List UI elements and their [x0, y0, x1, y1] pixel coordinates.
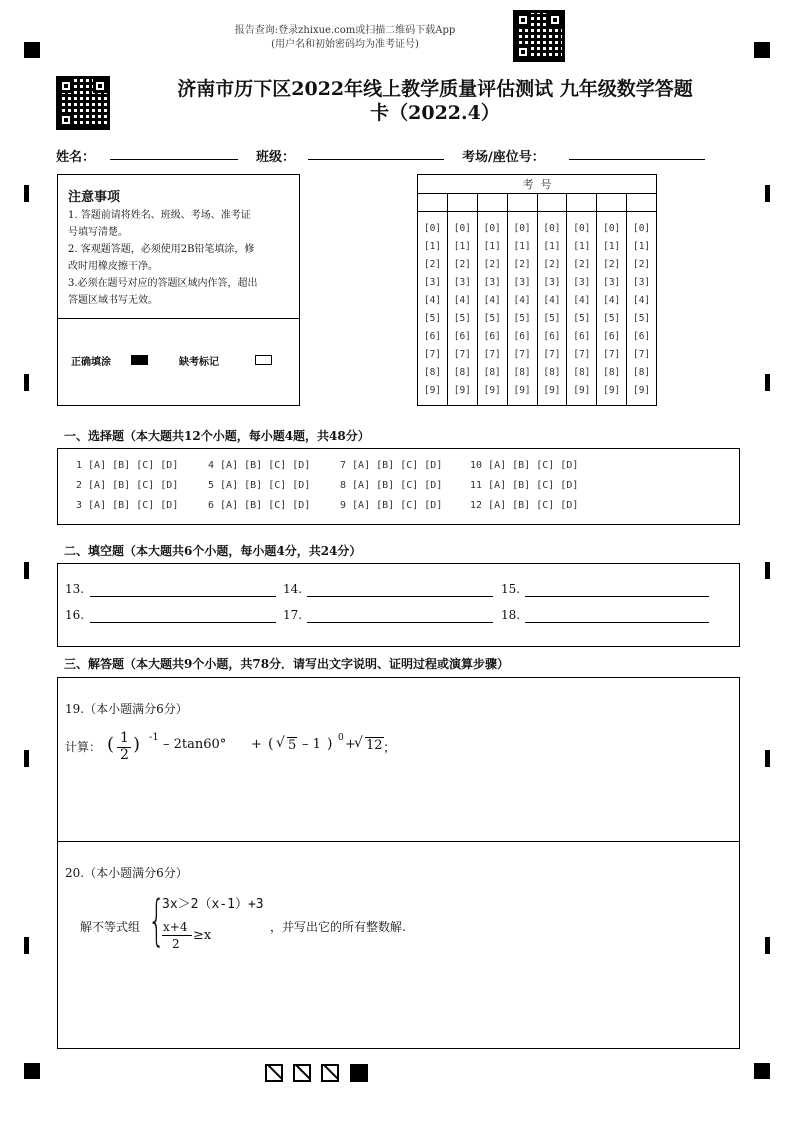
- corner-mark-bottom-right: [754, 1063, 770, 1079]
- notice-item: 2. 客观题答题，必须使用2B铅笔填涂，修: [68, 244, 255, 255]
- side-mark: [24, 185, 29, 202]
- exam-number-title: 考 号: [522, 178, 552, 191]
- corner-mark-bottom-left: [24, 1063, 40, 1079]
- notice-item: 答题区域书写无效。: [68, 295, 158, 306]
- q19-rparen2: ): [327, 736, 333, 752]
- exam-digit-bubble[interactable]: [2]: [543, 259, 561, 270]
- page-mark-box-filled: [350, 1064, 368, 1082]
- fill-line-18[interactable]: [525, 622, 709, 623]
- exam-number-column: [597, 193, 627, 405]
- correct-fill-sample: [131, 355, 148, 365]
- notice-divider: [58, 318, 299, 319]
- exam-digit-bubble[interactable]: [5]: [632, 313, 651, 324]
- fill-line-17[interactable]: [307, 622, 493, 623]
- q19-sqrt-sign: √: [276, 735, 285, 751]
- exam-digit-bubble[interactable]: [1]: [483, 241, 501, 252]
- exam-number-column: [567, 193, 597, 405]
- notice-item: 改时用橡皮擦干净。: [68, 261, 158, 272]
- corner-mark-top-left: [24, 42, 40, 58]
- exam-digit-bubble[interactable]: [4]: [483, 295, 501, 306]
- exam-digit-bubble[interactable]: [9]: [453, 385, 471, 396]
- exam-digit-bubble[interactable]: [7]: [603, 349, 621, 360]
- exam-digit-bubble[interactable]: [7]: [573, 349, 591, 360]
- q19-rparen: ): [133, 734, 141, 755]
- fill-item-17: 17.: [283, 608, 303, 622]
- q19-title: 19.（本小题满分6分）: [65, 702, 188, 716]
- qr-code-top: [513, 10, 565, 62]
- exam-digit-bubble[interactable]: [2]: [603, 259, 621, 270]
- exam-number-column: [627, 193, 656, 405]
- page-mark-box: [293, 1064, 311, 1082]
- exam-digit-bubble[interactable]: [8]: [603, 367, 621, 378]
- exam-digit-bubble[interactable]: [9]: [513, 385, 531, 396]
- section1-title: 一、选择题（本大题共12个小题，每小题4题，共48分）: [64, 429, 370, 443]
- q19-plus2: +: [345, 737, 356, 752]
- exam-digit-bubble[interactable]: [4]: [573, 295, 591, 306]
- correct-fill-label: 正确填涂: [71, 357, 111, 368]
- exam-digit-bubble[interactable]: [9]: [603, 385, 621, 396]
- page-mark-box: [265, 1064, 283, 1082]
- q19-prefix: 计算：: [65, 740, 102, 754]
- side-mark: [24, 562, 29, 579]
- exam-digit-bubble[interactable]: [9]: [632, 385, 651, 396]
- exam-digit-bubble[interactable]: [7]: [543, 349, 561, 360]
- side-mark: [24, 750, 29, 767]
- fill-item-15: 15.: [501, 582, 521, 596]
- room-seat-label: 考场/座位号：: [462, 150, 545, 165]
- q20-frac-num: x+4: [163, 920, 188, 934]
- exam-digit-bubble[interactable]: [3]: [513, 277, 531, 288]
- q19-divider: [58, 841, 739, 842]
- notice-title: 注意事项: [68, 190, 121, 205]
- corner-mark-top-right: [754, 42, 770, 58]
- exam-digit-bubble[interactable]: [5]: [603, 313, 621, 324]
- exam-digit-bubble[interactable]: [6]: [603, 331, 621, 342]
- exam-digit-bubble[interactable]: [9]: [483, 385, 501, 396]
- exam-digit-bubble[interactable]: [3]: [603, 277, 621, 288]
- fill-line-16[interactable]: [90, 622, 276, 623]
- exam-digit-bubble[interactable]: [5]: [573, 313, 591, 324]
- fill-line-13[interactable]: [90, 596, 276, 597]
- exam-digit-bubble[interactable]: [0]: [632, 223, 651, 234]
- exam-digit-bubble[interactable]: [7]: [453, 349, 471, 360]
- exam-digit-bubble[interactable]: [8]: [483, 367, 501, 378]
- q19-end: ；: [383, 741, 397, 756]
- exam-digit-bubble[interactable]: [8]: [423, 367, 442, 378]
- exam-digit-bubble[interactable]: [7]: [483, 349, 501, 360]
- exam-digit-bubble[interactable]: [2]: [573, 259, 591, 270]
- exam-digit-bubble[interactable]: [7]: [632, 349, 651, 360]
- exam-number-column: [418, 193, 448, 405]
- fill-item-18: 18.: [501, 608, 521, 622]
- exam-digit-bubble[interactable]: [0]: [603, 223, 621, 234]
- page-mark-box: [321, 1064, 339, 1082]
- choice-question[interactable]: 6 [A] [B] [C] [D]: [208, 500, 311, 511]
- choice-question[interactable]: 9 [A] [B] [C] [D]: [340, 500, 443, 511]
- choice-question[interactable]: 5 [A] [B] [C] [D]: [208, 480, 311, 491]
- q20-frac-bar: [162, 935, 192, 936]
- exam-digit-bubble[interactable]: [5]: [483, 313, 501, 324]
- exam-number-column: [508, 193, 538, 405]
- exam-digit-bubble[interactable]: [6]: [573, 331, 591, 342]
- exam-digit-bubble[interactable]: [3]: [423, 277, 442, 288]
- title-line1: 济南市历下区2022年线上教学质量评估测试 九年级数学答题: [177, 78, 693, 100]
- q20-brace: {: [148, 889, 166, 952]
- exam-digit-bubble[interactable]: [0]: [483, 223, 501, 234]
- q19-plus1: +: [251, 737, 262, 752]
- page-title: [115, 77, 755, 125]
- exam-digit-bubble[interactable]: [2]: [513, 259, 531, 270]
- side-mark: [24, 374, 29, 391]
- exam-digit-bubble[interactable]: [5]: [453, 313, 471, 324]
- exam-digit-bubble[interactable]: [4]: [423, 295, 442, 306]
- exam-digit-bubble[interactable]: [9]: [423, 385, 442, 396]
- exam-digit-bubble[interactable]: [9]: [573, 385, 591, 396]
- fill-item-13: 13.: [65, 582, 85, 596]
- exam-digit-bubble[interactable]: [3]: [543, 277, 561, 288]
- exam-number-column: [538, 193, 568, 405]
- exam-digit-bubble[interactable]: [0]: [453, 223, 471, 234]
- exam-digit-bubble[interactable]: [1]: [632, 241, 651, 252]
- header-note-line1: 报告查询:登录zhixue.com或扫描二维码下载App: [234, 25, 456, 36]
- choice-question[interactable]: 3 [A] [B] [C] [D]: [76, 500, 179, 511]
- choice-question[interactable]: 10 [A] [B] [C] [D]: [470, 460, 579, 471]
- exam-digit-bubble[interactable]: [4]: [632, 295, 651, 306]
- q20-frac-den: 2: [172, 937, 180, 951]
- q19-term2: – 2tan60°: [163, 737, 227, 752]
- fill-item-16: 16.: [65, 608, 85, 622]
- exam-digit-bubble[interactable]: [8]: [453, 367, 471, 378]
- exam-digit-bubble[interactable]: [9]: [543, 385, 561, 396]
- q19-exp0: 0: [338, 733, 344, 743]
- q19-exp: -1: [149, 732, 159, 743]
- qr-code-left: [56, 76, 110, 130]
- notice-item: 1. 答题前请将姓名、班级、考场、准考证: [68, 210, 251, 221]
- exam-digit-bubble[interactable]: [1]: [573, 241, 591, 252]
- header-note: [200, 24, 490, 52]
- q19-lparen2: (: [268, 736, 274, 752]
- exam-digit-bubble[interactable]: [3]: [573, 277, 591, 288]
- exam-digit-bubble[interactable]: [0]: [423, 223, 442, 234]
- notice-box: [57, 174, 300, 406]
- absent-mark-label: 缺考标记: [179, 357, 219, 368]
- exam-number-column: [448, 193, 478, 405]
- exam-digit-bubble[interactable]: [6]: [483, 331, 501, 342]
- exam-digit-bubble[interactable]: [8]: [632, 367, 651, 378]
- exam-digit-bubble[interactable]: [2]: [423, 259, 442, 270]
- q19-frac-num: 1: [120, 730, 129, 746]
- choice-box: [57, 448, 740, 525]
- side-mark: [24, 937, 29, 954]
- room-seat-field[interactable]: [569, 146, 705, 160]
- exam-digit-bubble[interactable]: [4]: [543, 295, 561, 306]
- side-mark: [765, 374, 770, 391]
- choice-question[interactable]: 12 [A] [B] [C] [D]: [470, 500, 579, 511]
- fill-line-15[interactable]: [525, 596, 709, 597]
- exam-digit-bubble[interactable]: [6]: [632, 331, 651, 342]
- exam-digit-bubble[interactable]: [3]: [632, 277, 651, 288]
- exam-digit-bubble[interactable]: [5]: [423, 313, 442, 324]
- notice-item: 3.必须在题号对应的答题区域内作答，超出: [68, 278, 258, 289]
- exam-digit-bubble[interactable]: [8]: [543, 367, 561, 378]
- q19-frac-den: 2: [120, 747, 129, 763]
- title-line2: 卡（2022.4）: [370, 102, 500, 124]
- exam-digit-bubble[interactable]: [5]: [543, 313, 561, 324]
- exam-digit-bubble[interactable]: [3]: [483, 277, 501, 288]
- q20-problem: [80, 890, 500, 960]
- choice-question[interactable]: 1 [A] [B] [C] [D]: [76, 460, 179, 471]
- q20-prefix: 解不等式组: [80, 920, 141, 934]
- header-note-line2: (用户名和初始密码均为准考证号): [271, 39, 419, 50]
- section3-title: 三、解答题（本大题共9个小题，共78分．请写出文字说明、证明过程或演算步骤）: [64, 657, 510, 671]
- exam-digit-bubble[interactable]: [2]: [453, 259, 471, 270]
- name-label: 姓名：: [56, 150, 96, 165]
- exam-digit-bubble[interactable]: [6]: [453, 331, 471, 342]
- choice-question[interactable]: 8 [A] [B] [C] [D]: [340, 480, 443, 491]
- exam-digit-bubble[interactable]: [2]: [632, 259, 651, 270]
- fill-box: [57, 563, 740, 647]
- side-mark: [765, 750, 770, 767]
- q19-sqrt-sign2: √: [354, 735, 363, 751]
- exam-digit-bubble[interactable]: [3]: [453, 277, 471, 288]
- notice-items: [68, 207, 293, 309]
- exam-number-column: [478, 193, 508, 405]
- choice-question[interactable]: 7 [A] [B] [C] [D]: [340, 460, 443, 471]
- name-field[interactable]: [110, 146, 238, 160]
- q20-ineq1: 3x＞2（x-1）+3: [162, 897, 264, 912]
- side-mark: [765, 562, 770, 579]
- exam-digit-bubble[interactable]: [8]: [513, 367, 531, 378]
- exam-digit-bubble[interactable]: [7]: [423, 349, 442, 360]
- exam-digit-bubble[interactable]: [1]: [453, 241, 471, 252]
- exam-digit-bubble[interactable]: [6]: [423, 331, 442, 342]
- q19-minus1: – 1: [302, 737, 321, 752]
- answer-box: [57, 677, 740, 1049]
- choice-question[interactable]: 2 [A] [B] [C] [D]: [76, 480, 179, 491]
- exam-digit-bubble[interactable]: [8]: [573, 367, 591, 378]
- exam-digit-bubble[interactable]: [1]: [423, 241, 442, 252]
- exam-digit-bubble[interactable]: [6]: [543, 331, 561, 342]
- exam-digit-bubble[interactable]: [2]: [483, 259, 501, 270]
- exam-digit-bubble[interactable]: [1]: [543, 241, 561, 252]
- q19-sqrt5: 5: [288, 738, 297, 753]
- exam-digit-bubble[interactable]: [0]: [513, 223, 531, 234]
- exam-digit-bubble[interactable]: [1]: [513, 241, 531, 252]
- class-label: 班级：: [256, 150, 296, 165]
- notice-item: 号填写清楚。: [68, 227, 128, 238]
- q19-sqrt12: 12: [366, 738, 383, 753]
- exam-digit-bubble[interactable]: [0]: [543, 223, 561, 234]
- choice-question[interactable]: 11 [A] [B] [C] [D]: [470, 480, 579, 491]
- exam-digit-bubble[interactable]: [0]: [573, 223, 591, 234]
- side-mark: [765, 185, 770, 202]
- fill-line-14[interactable]: [307, 596, 493, 597]
- exam-digit-bubble[interactable]: [7]: [513, 349, 531, 360]
- exam-digit-bubble[interactable]: [1]: [603, 241, 621, 252]
- exam-digit-bubble[interactable]: [4]: [513, 295, 531, 306]
- exam-digit-bubble[interactable]: [4]: [603, 295, 621, 306]
- choice-question[interactable]: 4 [A] [B] [C] [D]: [208, 460, 311, 471]
- exam-number-grid: [417, 174, 657, 406]
- exam-number-columns: [418, 193, 656, 405]
- fill-item-14: 14.: [283, 582, 303, 596]
- absent-mark-checkbox[interactable]: [255, 355, 272, 365]
- side-mark: [765, 937, 770, 954]
- exam-digit-bubble[interactable]: [4]: [453, 295, 471, 306]
- section2-title: 二、填空题（本大题共6个小题，每小题4分，共24分）: [64, 544, 362, 558]
- exam-digit-bubble[interactable]: [5]: [513, 313, 531, 324]
- q19-lparen: (: [107, 734, 115, 755]
- q19-expression: [65, 730, 397, 766]
- class-field[interactable]: [308, 146, 444, 160]
- exam-digit-bubble[interactable]: [6]: [513, 331, 531, 342]
- q20-suffix: ，并写出它的所有整数解.: [270, 920, 406, 934]
- q20-title: 20.（本小题满分6分）: [65, 866, 188, 880]
- q20-ineq2-rest: ≥x: [193, 928, 212, 943]
